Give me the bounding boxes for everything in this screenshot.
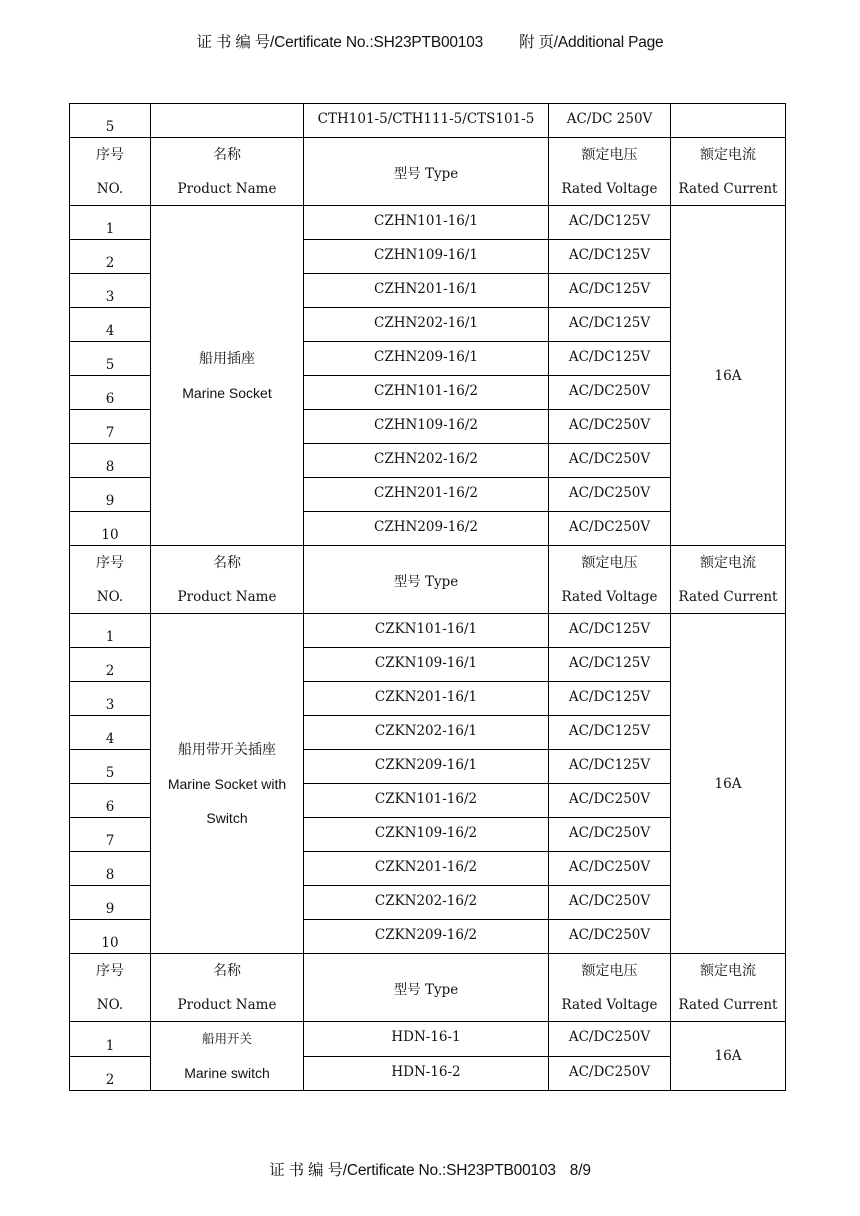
header-name-cn: 名称 xyxy=(213,962,241,979)
header-name-en: Product Name xyxy=(177,588,277,605)
header-voltage-en: Rated Voltage xyxy=(561,996,658,1013)
product-name-cell xyxy=(151,1022,304,1091)
row-number: 5 xyxy=(70,342,151,376)
type-cell: CZHN201-16/1 xyxy=(304,274,549,308)
header-voltage-en: Rated Voltage xyxy=(561,180,658,197)
type-cell: HDN-16-2 xyxy=(304,1056,549,1091)
product-name-en: Marine switch xyxy=(184,1065,270,1081)
product-name-cn: 船用带开关插座 xyxy=(178,741,276,758)
type-cell: CZHN109-16/2 xyxy=(304,410,549,444)
page-footer xyxy=(0,1158,860,1180)
row-number: 1 xyxy=(70,206,151,240)
header-product-name xyxy=(151,954,304,1022)
header-no-en: NO. xyxy=(96,588,124,605)
voltage-cell: AC/DC125V xyxy=(549,614,671,648)
page-header xyxy=(0,30,860,52)
row-number: 2 xyxy=(70,240,151,274)
header-name-cn: 名称 xyxy=(213,146,241,163)
product-name-cell xyxy=(151,206,304,546)
voltage-cell: AC/DC250V xyxy=(549,886,671,920)
table-row xyxy=(70,206,786,240)
row-number: 2 xyxy=(70,1056,151,1091)
header-rated-voltage xyxy=(549,546,671,614)
header-name-labels xyxy=(151,962,303,1014)
current-cell xyxy=(671,104,786,138)
type-cell: CZKN201-16/2 xyxy=(304,852,549,886)
voltage-cell: AC/DC125V xyxy=(549,206,671,240)
header-current-labels xyxy=(671,146,785,198)
voltage-cell: AC/DC250V xyxy=(549,444,671,478)
header-no xyxy=(70,138,151,206)
certificate-product-table xyxy=(69,103,786,1091)
voltage-cell: AC/DC250V xyxy=(549,376,671,410)
header-current-labels xyxy=(671,554,785,606)
header-name-cn: 名称 xyxy=(213,554,241,571)
voltage-cell: AC/DC250V xyxy=(549,1056,671,1091)
type-cell: CTH101-5/CTH111-5/CTS101-5 xyxy=(304,104,549,138)
header-rated-current xyxy=(671,954,786,1022)
voltage-cell: AC/DC250V xyxy=(549,852,671,886)
row-number: 3 xyxy=(70,682,151,716)
header-type-label: 型号 Type xyxy=(393,573,459,590)
voltage-cell: AC/DC250V xyxy=(549,512,671,546)
header-current-en: Rated Current xyxy=(678,588,778,605)
voltage-cell: AC/DC250V xyxy=(549,920,671,954)
header-voltage-labels xyxy=(549,962,670,1014)
type-cell: CZHN202-16/2 xyxy=(304,444,549,478)
product-name-en: Marine Socket with xyxy=(167,775,287,792)
header-name-labels xyxy=(151,554,303,606)
header-current-en: Rated Current xyxy=(678,180,778,197)
header-no-cn: 序号 xyxy=(96,554,124,571)
header-name-labels xyxy=(151,146,303,198)
header-rated-voltage xyxy=(549,138,671,206)
row-number: 9 xyxy=(70,478,151,512)
header-type-label: 型号 Type xyxy=(393,981,459,998)
header-current-cn: 额定电流 xyxy=(700,554,756,571)
page-number: 8/9 xyxy=(569,1162,591,1179)
voltage-cell: AC/DC250V xyxy=(549,478,671,512)
row-number: 7 xyxy=(70,818,151,852)
header-no-labels xyxy=(70,962,150,1014)
table-row xyxy=(70,1022,786,1057)
product-name-en: Marine Socket xyxy=(182,384,272,401)
type-cell: CZKN109-16/1 xyxy=(304,648,549,682)
row-number: 4 xyxy=(70,308,151,342)
row-number: 1 xyxy=(70,1022,151,1057)
voltage-cell: AC/DC250V xyxy=(549,818,671,852)
header-rated-voltage xyxy=(549,954,671,1022)
header-no-en: NO. xyxy=(96,180,124,197)
header-no-labels xyxy=(70,146,150,198)
header-rated-current xyxy=(671,546,786,614)
table-body xyxy=(70,104,786,1091)
type-cell: HDN-16-1 xyxy=(304,1022,549,1057)
header-no xyxy=(70,954,151,1022)
row-number: 10 xyxy=(70,512,151,546)
header-name-en: Product Name xyxy=(177,180,277,197)
header-voltage-labels xyxy=(549,554,670,606)
row-number: 10 xyxy=(70,920,151,954)
header-voltage-en: Rated Voltage xyxy=(561,588,658,605)
header-voltage-cn: 额定电压 xyxy=(581,554,638,571)
table-header-row xyxy=(70,138,786,206)
row-number: 5 xyxy=(70,104,151,138)
row-number: 2 xyxy=(70,648,151,682)
header-type-label: 型号 Type xyxy=(393,165,459,182)
row-number: 7 xyxy=(70,410,151,444)
product-name-en: Switch xyxy=(206,809,248,826)
type-cell: CZHN101-16/2 xyxy=(304,376,549,410)
header-no-cn: 序号 xyxy=(96,146,124,163)
type-cell: CZHN202-16/1 xyxy=(304,308,549,342)
header-no-cn: 序号 xyxy=(96,962,124,979)
voltage-cell: AC/DC 250V xyxy=(549,104,671,138)
type-cell: CZHN109-16/1 xyxy=(304,240,549,274)
row-number: 6 xyxy=(70,376,151,410)
product-name-cell xyxy=(151,614,304,954)
type-cell: CZKN101-16/2 xyxy=(304,784,549,818)
voltage-cell: AC/DC250V xyxy=(549,410,671,444)
type-cell: CZKN202-16/1 xyxy=(304,716,549,750)
current-cell: 16A xyxy=(671,206,786,546)
table-header-row xyxy=(70,954,786,1022)
header-current-en: Rated Current xyxy=(678,996,778,1013)
header-type xyxy=(304,954,549,1022)
product-name-cn: 船用开关 xyxy=(201,1031,252,1046)
type-cell: CZKN101-16/1 xyxy=(304,614,549,648)
header-voltage-labels xyxy=(549,146,670,198)
type-cell: CZKN209-16/1 xyxy=(304,750,549,784)
header-name-en: Product Name xyxy=(177,996,277,1013)
type-cell: CZKN209-16/2 xyxy=(304,920,549,954)
product-name-cn: 船用插座 xyxy=(199,350,255,367)
voltage-cell: AC/DC125V xyxy=(549,682,671,716)
type-cell: CZHN209-16/2 xyxy=(304,512,549,546)
voltage-cell: AC/DC125V xyxy=(549,240,671,274)
row-number: 6 xyxy=(70,784,151,818)
header-current-labels xyxy=(671,962,785,1014)
row-number: 9 xyxy=(70,886,151,920)
header-rated-current xyxy=(671,138,786,206)
header-voltage-cn: 额定电压 xyxy=(581,146,638,163)
header-no-labels xyxy=(70,554,150,606)
voltage-cell: AC/DC250V xyxy=(549,784,671,818)
type-cell: CZKN202-16/2 xyxy=(304,886,549,920)
type-cell: CZKN201-16/1 xyxy=(304,682,549,716)
header-voltage-cn: 额定电压 xyxy=(581,962,638,979)
voltage-cell: AC/DC125V xyxy=(549,308,671,342)
header-product-name xyxy=(151,546,304,614)
row-number: 8 xyxy=(70,444,151,478)
voltage-cell: AC/DC125V xyxy=(549,648,671,682)
header-no-en: NO. xyxy=(96,996,124,1013)
header-additional-page: 附 页/Additional Page xyxy=(519,34,664,51)
voltage-cell: AC/DC250V xyxy=(549,1022,671,1057)
header-product-name xyxy=(151,138,304,206)
voltage-cell: AC/DC125V xyxy=(549,342,671,376)
type-cell: CZHN209-16/1 xyxy=(304,342,549,376)
type-cell: CZKN109-16/2 xyxy=(304,818,549,852)
row-number: 4 xyxy=(70,716,151,750)
row-number: 5 xyxy=(70,750,151,784)
header-current-cn: 额定电流 xyxy=(700,146,756,163)
row-number: 8 xyxy=(70,852,151,886)
table-header-row xyxy=(70,546,786,614)
row-number: 1 xyxy=(70,614,151,648)
header-type xyxy=(304,546,549,614)
table-row xyxy=(70,104,786,138)
voltage-cell: AC/DC125V xyxy=(549,274,671,308)
header-no xyxy=(70,546,151,614)
table-row xyxy=(70,614,786,648)
header-certificate-number: 证 书 编 号/Certificate No.:SH23PTB00103 xyxy=(196,34,484,51)
type-cell: CZHN101-16/1 xyxy=(304,206,549,240)
current-cell: 16A xyxy=(671,614,786,954)
voltage-cell: AC/DC125V xyxy=(549,750,671,784)
current-cell: 16A xyxy=(671,1022,786,1091)
type-cell: CZHN201-16/2 xyxy=(304,478,549,512)
header-current-cn: 额定电流 xyxy=(700,962,756,979)
voltage-cell: AC/DC125V xyxy=(549,716,671,750)
product-name-cell xyxy=(151,104,304,138)
row-number: 3 xyxy=(70,274,151,308)
header-type xyxy=(304,138,549,206)
footer-certificate-number: 证 书 编 号/Certificate No.:SH23PTB00103 xyxy=(269,1162,556,1179)
